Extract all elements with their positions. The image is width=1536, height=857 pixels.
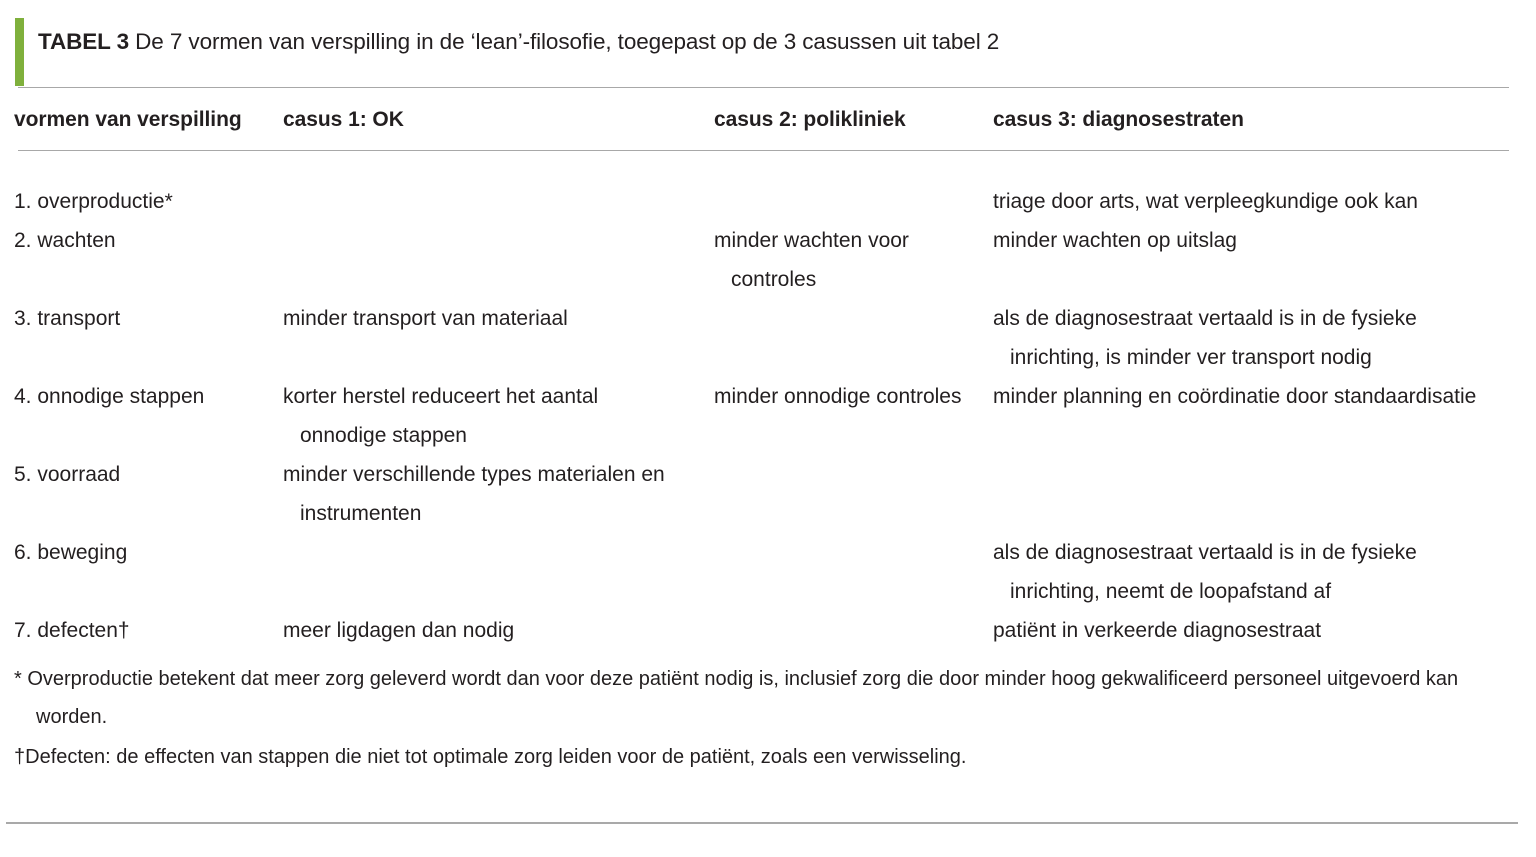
column-header-casus1: casus 1: OK	[283, 108, 404, 131]
cell-casus3: minder wachten op uitslag	[993, 229, 1237, 252]
rule-below-caption	[18, 87, 1509, 88]
table-row	[0, 377, 1536, 455]
table-body	[0, 182, 1536, 650]
rule-below-header	[18, 150, 1509, 151]
cell-casus1: meer ligdagen dan nodig	[283, 619, 515, 642]
column-header-casus2: casus 2: polikliniek	[714, 108, 906, 131]
cell-casus1: minder verschillende types materialen en instrumenten	[283, 463, 665, 525]
cell-casus3: triage door arts, wat verpleegkundige ook kan	[993, 190, 1418, 213]
cell-casus1: korter herstel reduceert het aantal onnodige stappen	[283, 385, 599, 447]
cell-casus2: minder onnodige controles	[714, 385, 962, 408]
caption-text	[38, 27, 1496, 57]
caption-label: TABEL 3	[38, 29, 129, 54]
cell-waste: 4. onnodige stappen	[14, 385, 205, 408]
cell-casus1: minder transport van materiaal	[283, 307, 568, 330]
footnote-asterisk: * Overproductie betekent dat meer zorg geleverd wordt dan voor deze patiënt nodig is, inclusief zorg die door minder hoog gekwalificeerd personeel uitgevoerd kan worden.	[14, 668, 1459, 728]
footnote-dagger: †Defecten: de effecten van stappen die niet tot optimale zorg leiden voor de patiënt, zoals een verwisseling.	[14, 746, 967, 768]
table-row	[0, 533, 1536, 611]
table-footnotes	[0, 660, 1536, 776]
cell-casus3: als de diagnosestraat vertaald is in de fysieke inrichting, neemt de loopafstand af	[993, 541, 1417, 603]
caption-description: De 7 vormen van verspilling in de ‘lean’-filosofie, toegepast op de 3 casussen uit tabel 2	[128, 29, 1000, 54]
table-caption	[0, 0, 1536, 88]
cell-waste: 7. defecten†	[14, 619, 130, 642]
cell-casus3: als de diagnosestraat vertaald is in de fysieke inrichting, is minder ver transport nodig	[993, 307, 1417, 369]
cell-waste: 6. beweging	[14, 541, 128, 564]
cell-waste: 2. wachten	[14, 229, 116, 252]
cell-waste: 5. voorraad	[14, 463, 121, 486]
cell-waste: 3. transport	[14, 307, 121, 330]
table-row	[0, 221, 1536, 299]
table-row	[0, 299, 1536, 377]
column-header-casus3: casus 3: diagnosestraten	[993, 108, 1244, 131]
table-row	[0, 182, 1536, 221]
cell-casus3: minder planning en coördinatie door standaardisatie	[993, 385, 1477, 408]
table-header	[0, 106, 1536, 134]
cell-casus2: minder wachten voor controles	[714, 229, 909, 291]
cell-casus3: patiënt in verkeerde diagnosestraat	[993, 619, 1322, 642]
table-row	[0, 455, 1536, 533]
cell-waste: 1. overproductie*	[14, 190, 173, 213]
column-header-waste: vormen van verspilling	[14, 108, 242, 131]
rule-table-bottom	[6, 822, 1518, 824]
accent-bar	[15, 18, 24, 86]
table-row	[0, 611, 1536, 650]
